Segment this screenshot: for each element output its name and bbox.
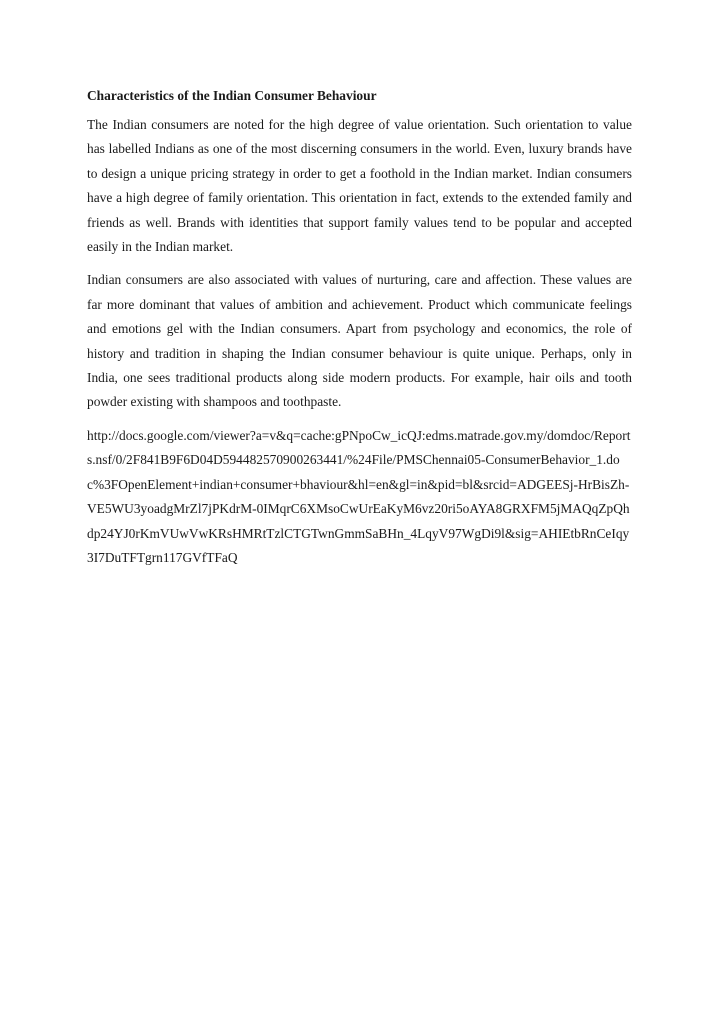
paragraph-nurturing-values: Indian consumers are also associated with values of nurturing, care and affection. These values are far more dominant that values of ambition and achievement. Product which communicate feelings and emotions gel with the Indian consumers. Apart from psychology and economics, the role of history and tradition in shaping the Indian consumer behaviour is quite unique. Perhaps, only in India, one sees traditional products along side modern products. For example, hair oils and tooth powder existing with shampoos and toothpaste. (87, 272, 632, 410)
document-heading: Characteristics of the Indian Consumer Behaviour (87, 88, 377, 103)
paragraph-value-orientation: The Indian consumers are noted for the high degree of value orientation. Such orientation to value has labelled Indians as one of the most discerning consumers in the world. Even, luxury brands have to design a unique pricing strategy in order to get a foothold in the Indian market. Indian consumers have a high degree of family orientation. This orientation in fact, extends to the extended family and friends as well. Brands with identities that support family values tend to be popular and accepted easily in the Indian market. (87, 117, 632, 255)
source-url: http://docs.google.com/viewer?a=v&q=cache:gPNpoCw_icQJ:edms.matrade.gov.my/domdoc/Reports.nsf/0/2F841B9F6D04D594482570900263441/%24File/PMSChennai05-ConsumerBehavior_1.doc%3FOpenElement+indian+consumer+bhaviour&hl=en&gl=in&pid=bl&srcid=ADGEESj-HrBisZh-VE5WU3yoadgMrZl7jPKdrM-0IMqrC6XMsoCwUrEaKyM6vz20ri5oAYA8GRXFM5jMAQqZpQhdp24YJ0rKmVUwVwKRsHMRtTzlCTGTwnGmmSaBHn_4LqyV97WgDi9l&sig=AHIEtbRnCeIqy3I7DuTFTgrn117GVfTFaQ (87, 427, 631, 565)
document-body (87, 86, 632, 570)
